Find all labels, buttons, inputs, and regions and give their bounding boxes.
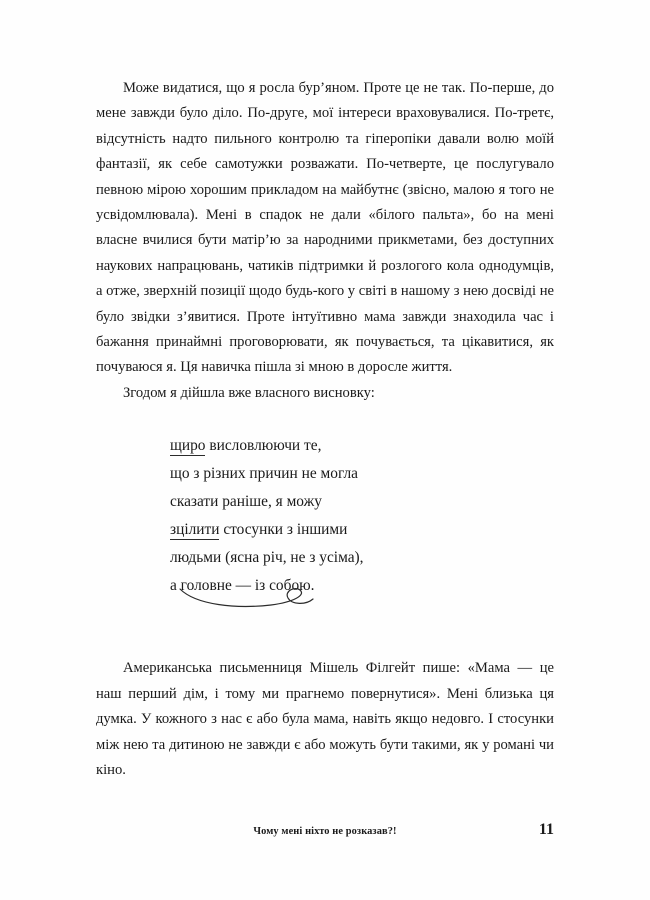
quote-line-2: що з різних причин не могла	[170, 465, 359, 483]
body-paragraph-2: Згодом я дійшла вже власного висновку:	[123, 384, 375, 401]
quote-line-6	[170, 572, 315, 600]
quote-emphasis-schyro: щиро	[170, 437, 206, 455]
quote-line-6-text: а головне — із собою.	[170, 577, 315, 595]
quote-line-5: людьми (ясна річ, не з усіма),	[170, 549, 364, 567]
quote-line-4	[170, 516, 554, 544]
pull-quote	[170, 432, 554, 600]
page-number: 11	[538, 821, 554, 838]
body-paragraph-1: Може видатися, що я росла бур’яном. Проте це не так. По-перше, до мене завжди було діло. По-друге, мої інтереси враховувалися. По-третє, відсутність надто пильного контролю та гіперопіки давали волю моїй фантазії, як себе самотужки розважати. По-четверте, це послугувало певною мірою хорошим прикладом на майбутнє (звісно, малою я того не усвідомлювала). Мені в спадок не дали «білого пальта», бо на мені власне вчилися бути матір’ю за народними прикметами, без доступних наукових напрацювань, чатиків підтримки й розлогого кола однодумців, а отже, зверхній позиції щодо будь-кого у світі в нашому з нею досвіді не було звідки з’явитися. Проте інтуїтивно мама завжди знаходила час і бажання принаймні проговорювати, як почувається, та цікавитися, як почуваюся я. Ця навичка пішла зі мною в доросле життя.	[96, 80, 554, 376]
closing-paragraph: Американська письменниця Мішель Філгейт пише: «Мама — це наш перший дім, і тому ми прагнемо повернутися». Мені близька ця думка. У кожного з нас є або була мама, навіть якщо недовго. І стосунки між нею та дитиною не завжди є або можуть бути такими, як у романі чи кіно.	[96, 660, 554, 778]
quote-emphasis-zcilyty: зцілити	[170, 521, 220, 539]
text-column	[96, 76, 554, 783]
page-footer	[96, 821, 554, 848]
quote-line-1	[170, 432, 554, 460]
running-title: Чому мені ніхто не розказав?!	[253, 826, 397, 837]
quote-line-3: сказати раніше, я можу	[170, 493, 322, 511]
quote-line-1-rest: висловлюючи те,	[205, 437, 322, 455]
quote-line-4-rest: стосунки з іншими	[219, 521, 348, 539]
